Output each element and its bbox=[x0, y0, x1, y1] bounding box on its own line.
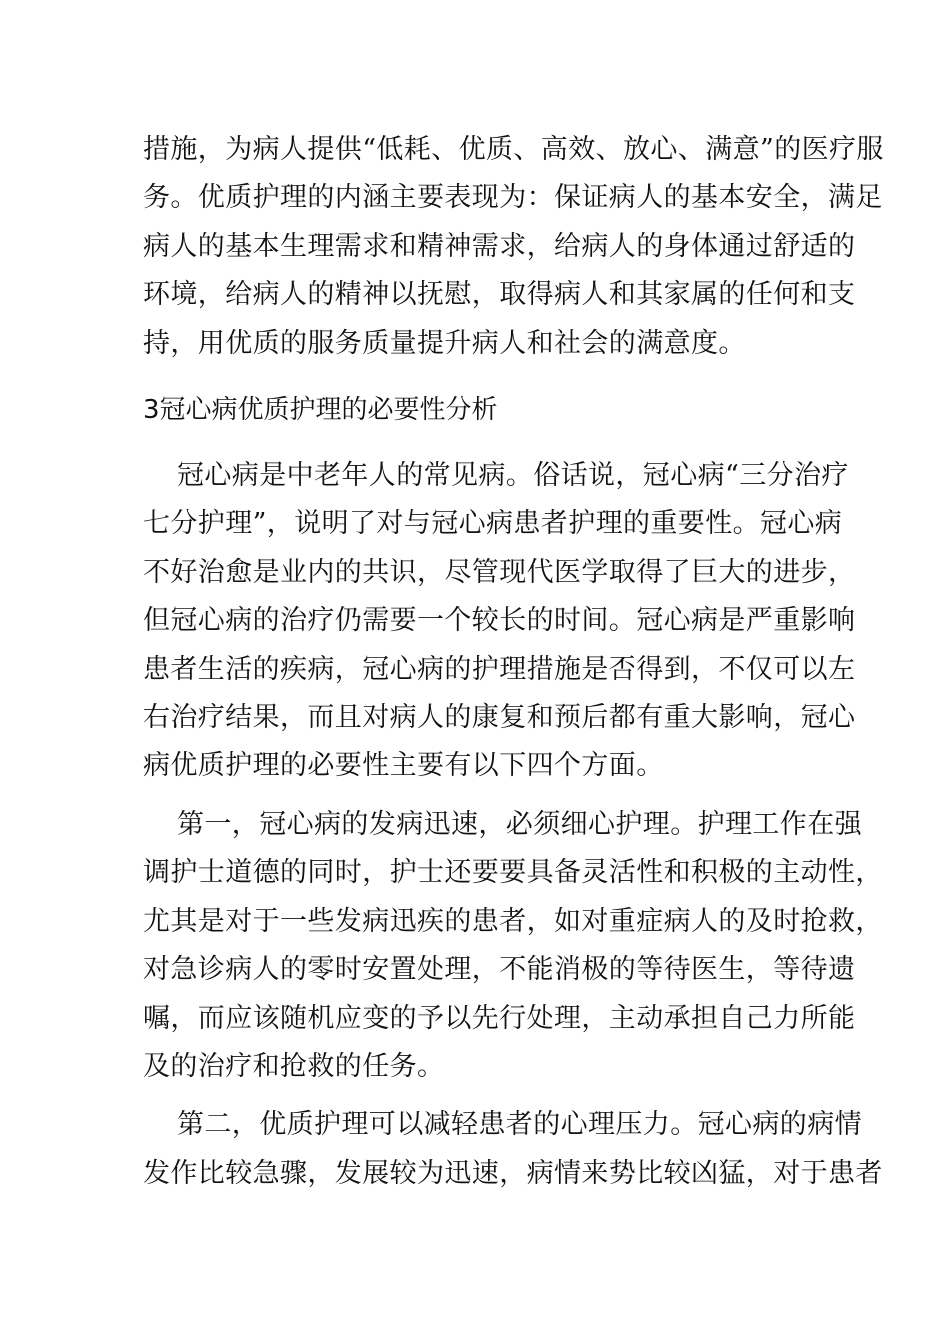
paragraph-gap bbox=[143, 791, 813, 801]
section-heading: 3冠心病优质护理的必要性分析 bbox=[143, 395, 498, 426]
paragraph-point-two bbox=[143, 1101, 883, 1198]
document-body bbox=[143, 126, 884, 1198]
text-line: 环境，给病人的精神以抚慰，取得病人和其家属的任何和支 bbox=[143, 279, 856, 311]
text-line: 第二，优质护理可以减轻患者的心理压力。冠心病的病情 bbox=[177, 1109, 862, 1141]
text-line: 务。优质护理的内涵主要表现为：保证病人的基本安全，满足 bbox=[143, 182, 883, 214]
text-line: 调护士道德的同时，护士还要要具备灵活性和积极的主动性， bbox=[143, 857, 883, 889]
text-line: 冠心病是中老年人的常见病。俗话说，冠心病“三分治疗 bbox=[177, 460, 849, 492]
text-line: 对急诊病人的零时安置处理，不能消极的等待医生，等待遗 bbox=[143, 954, 856, 986]
text-line: 嘱，而应该随机应变的予以先行处理，主动承担自己力所能 bbox=[143, 1002, 856, 1034]
text-line: 不好治愈是业内的共识，尽管现代医学取得了巨大的进步， bbox=[143, 556, 856, 588]
paragraph-gap bbox=[143, 1091, 813, 1101]
text-line: 持，用优质的服务质量提升病人和社会的满意度。 bbox=[143, 327, 746, 359]
text-line: 患者生活的疾病，冠心病的护理措施是否得到，不仅可以左 bbox=[143, 653, 856, 685]
text-line: 第一，冠心病的发病迅速，必须细心护理。护理工作在强 bbox=[177, 808, 862, 840]
text-line: 发作比较急骤，发展较为迅速，病情来势比较凶猛，对于患者 bbox=[143, 1157, 883, 1189]
text-line: 及的治疗和抢救的任务。 bbox=[143, 1050, 445, 1082]
text-line: 七分护理”，说明了对与冠心病患者护理的重要性。冠心病 bbox=[143, 508, 843, 540]
text-line: 病优质护理的必要性主要有以下四个方面。 bbox=[143, 750, 664, 782]
text-line: 尤其是对于一些发病迅疾的患者，如对重症病人的及时抢救， bbox=[143, 905, 883, 937]
paragraph-necessity-intro bbox=[143, 452, 856, 791]
text-line: 但冠心病的治疗仍需要一个较长的时间。冠心病是严重影响 bbox=[143, 605, 856, 637]
paragraph-point-one bbox=[143, 801, 883, 1091]
text-line: 右治疗结果，而且对病人的康复和预后都有重大影响，冠心 bbox=[143, 702, 856, 734]
text-line: 措施，为病人提供“低耗、优质、高效、放心、满意”的医疗服 bbox=[143, 134, 884, 165]
paragraph-quality-nursing-connotation bbox=[143, 126, 884, 368]
text-line: 病人的基本生理需求和精神需求，给病人的身体通过舒适的 bbox=[143, 230, 856, 262]
